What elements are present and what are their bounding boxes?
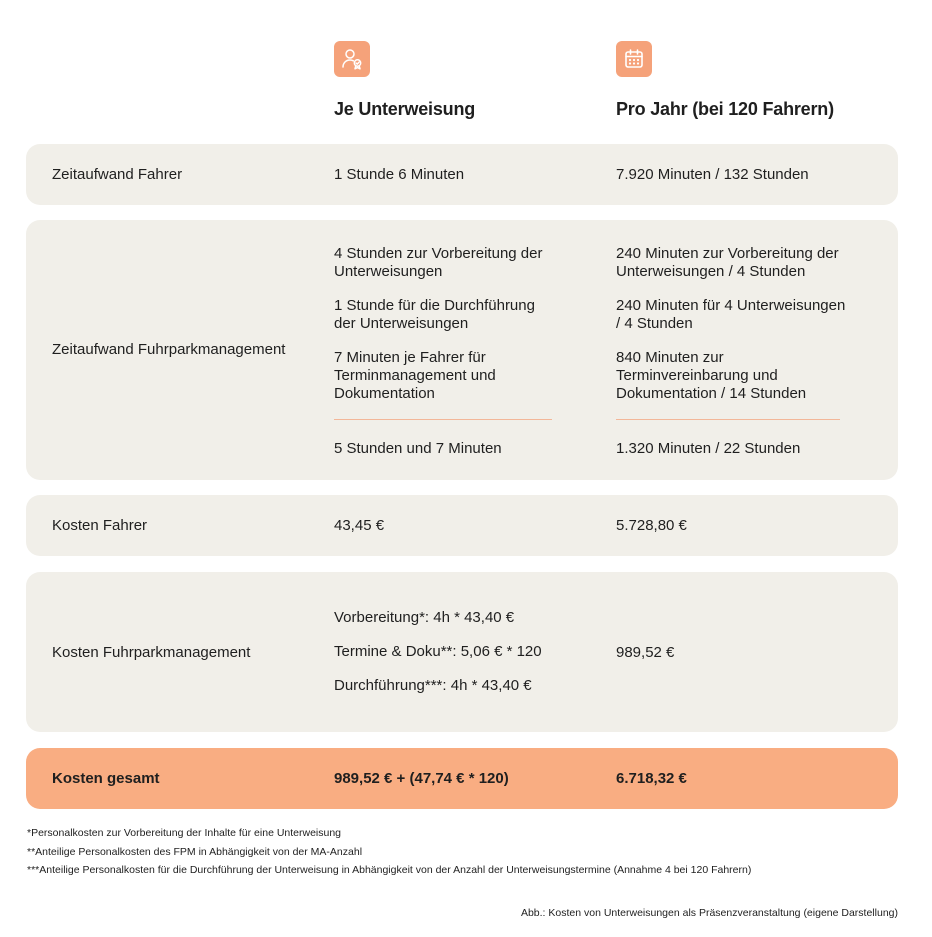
breakdown-item: 7 Minuten je Fahrer für Terminmanagement und Dokumentation (334, 349, 496, 402)
row-label: Kosten Fahrer (52, 517, 148, 534)
breakdown-item: Termine & Doku**: 5,06 € * 120 (334, 643, 542, 660)
row-label: Zeitaufwand Fahrer (52, 166, 183, 183)
row-label: Zeitaufwand Fuhrparkmanagement (52, 341, 286, 358)
footnote: *Personalkosten zur Vorbereitung der Inhalte für eine Unterweisung (27, 827, 342, 839)
per-instruction-breakdown (334, 245, 559, 458)
breakdown-item: Durchführung***: 4h * 43,40 € (334, 677, 532, 694)
breakdown-item: 240 Minuten zur Vorbereitung der Unterweisungen / 4 Stunden (616, 245, 839, 280)
breakdown-item: 240 Minuten für 4 Unterweisungen / 4 Stunden (616, 297, 846, 332)
divider (616, 419, 840, 420)
breakdown-total: 5 Stunden und 7 Minuten (334, 440, 502, 457)
row-total-cost (26, 748, 898, 809)
per-instruction-value: 1 Stunde 6 Minuten (334, 166, 465, 183)
calendar-icon (616, 41, 652, 77)
footnote: ***Anteilige Personalkosten für die Durchführung der Unterweisung in Abhängigkeit von der Anzahl der Unterweisungstermine (Annahme 4 bei 120 Fahrern) (27, 864, 752, 876)
divider (334, 419, 552, 420)
per-instruction-value: 43,45 € (334, 517, 385, 534)
row-driver-cost (26, 495, 898, 556)
row-fleet-time (26, 220, 898, 480)
user-certificate-icon (334, 41, 370, 77)
figure-caption: Abb.: Kosten von Unterweisungen als Präsenzveranstaltung (eigene Darstellung) (520, 907, 898, 919)
breakdown-item: 840 Minuten zur Terminvereinbarung und Dokumentation / 14 Stunden (616, 349, 807, 402)
breakdown-item: 4 Stunden zur Vorbereitung der Unterweisungen (334, 245, 543, 280)
breakdown-item: 1 Stunde für die Durchführung der Unterweisungen (334, 297, 535, 332)
breakdown-total: 1.320 Minuten / 22 Stunden (616, 440, 801, 457)
column-heading-per-year: Pro Jahr (bei 120 Fahrern) (616, 99, 834, 119)
per-instruction-value: 989,52 € + (47,74 € * 120) (334, 770, 509, 787)
row-label: Kosten gesamt (52, 770, 160, 787)
per-year-value: 989,52 € (616, 644, 675, 661)
per-year-value: 5.728,80 € (616, 517, 687, 534)
row-fleet-cost (26, 572, 898, 732)
row-label: Kosten Fuhrparkmanagement (52, 644, 251, 661)
per-instruction-breakdown (334, 609, 594, 711)
breakdown-item: Vorbereitung*: 4h * 43,40 € (334, 609, 515, 626)
per-year-value: 7.920 Minuten / 132 Stunden (616, 166, 809, 183)
column-heading-per-instruction: Je Unterweisung (334, 99, 476, 119)
per-year-value: 6.718,32 € (616, 770, 687, 787)
footnote: **Anteilige Personalkosten des FPM in Abhängigkeit von der MA-Anzahl (27, 846, 363, 858)
per-year-breakdown (616, 245, 851, 458)
row-driver-time (26, 144, 898, 205)
